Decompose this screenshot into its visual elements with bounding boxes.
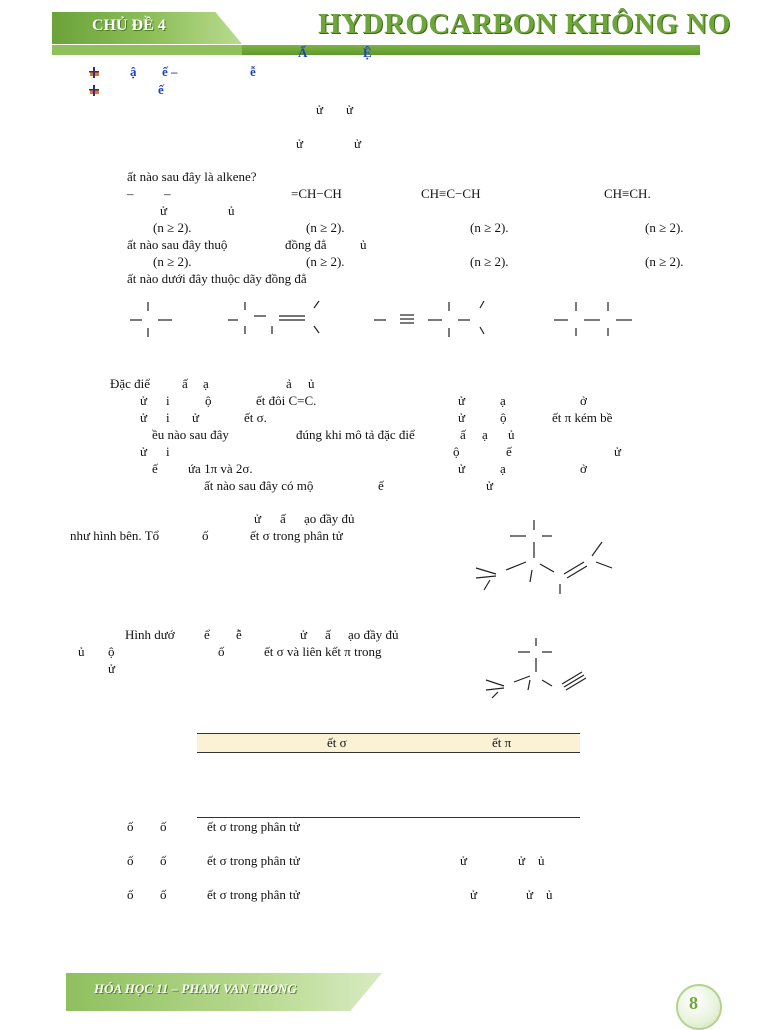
text-fragment: ạo đầy đủ bbox=[304, 511, 355, 526]
option-fragment: ết σ. bbox=[244, 410, 267, 425]
text-fragment: ố bbox=[160, 853, 167, 868]
text-fragment: Hình dướ bbox=[125, 627, 175, 642]
molecule-structure-q5 bbox=[472, 518, 616, 598]
question-stem: Đặc điể bbox=[110, 376, 151, 391]
table-header-cell: ết π bbox=[492, 735, 512, 750]
footer-text: HÓA HỌC 11 – PHAM VAN TRONG bbox=[94, 981, 297, 996]
option-fragment: ộ bbox=[205, 393, 212, 408]
question-stem: ả bbox=[286, 376, 292, 391]
text-fragment: ễ bbox=[236, 627, 242, 642]
option-fragment: (n ≥ 2). bbox=[306, 254, 345, 269]
option-fragment: i bbox=[166, 410, 170, 425]
text-fragment: ết σ và liên kết π trong bbox=[264, 644, 382, 659]
question-stem: ất nào sau đây là alkene? bbox=[127, 169, 257, 184]
question-stem: ủ bbox=[508, 427, 515, 442]
text-fragment: ử bbox=[160, 203, 168, 218]
option-fragment: ạ bbox=[500, 461, 506, 476]
page-badge bbox=[676, 984, 722, 1030]
question-stem: ủ bbox=[308, 376, 315, 391]
bullet-text: ế – bbox=[162, 64, 178, 79]
text-fragment: như hình bên. Tổ bbox=[70, 528, 160, 543]
subtitle-fragment: Ấ bbox=[298, 45, 308, 60]
option-fragment: ộ bbox=[500, 410, 507, 425]
bullet-text: ế bbox=[158, 82, 164, 97]
pushpin-icon bbox=[88, 84, 100, 96]
bullet-text: ậ bbox=[130, 64, 137, 79]
text-fragment: ử bbox=[460, 853, 468, 868]
text-fragment: ết σ trong phân tử bbox=[250, 528, 343, 543]
pushpin-icon bbox=[88, 66, 100, 78]
option-fragment: ử bbox=[140, 444, 148, 459]
text-fragment: ấ bbox=[280, 511, 286, 526]
question-stem: ất nào dưới đây thuộc dãy đồng đẳ bbox=[127, 271, 307, 286]
question-stem: đồng đẳ bbox=[285, 237, 327, 252]
option-fragment: ứa 1π và 2σ. bbox=[188, 461, 253, 476]
option-fragment: (n ≥ 2). bbox=[645, 254, 684, 269]
option-fragment: i bbox=[166, 444, 170, 459]
question-stem: ạ bbox=[203, 376, 209, 391]
text-fragment: ử bbox=[108, 661, 116, 676]
text-fragment: ủ bbox=[78, 644, 85, 659]
text-fragment: ố bbox=[160, 887, 167, 902]
molecule-structure-q6 bbox=[484, 636, 588, 698]
text-fragment: ết σ trong phân tử bbox=[207, 819, 300, 834]
text-fragment: ết σ trong phân tử bbox=[207, 853, 300, 868]
question-stem: ấ bbox=[460, 427, 466, 442]
option-fragment: ạ bbox=[500, 393, 506, 408]
option-fragment: ở bbox=[580, 461, 587, 476]
text-fragment: ể bbox=[204, 627, 210, 642]
option-fragment: (n ≥ 2). bbox=[470, 220, 509, 235]
text-fragment: ủ bbox=[546, 887, 553, 902]
text-fragment: ử bbox=[316, 102, 324, 117]
text-fragment: ấ bbox=[325, 627, 331, 642]
option-fragment: ộ bbox=[453, 444, 460, 459]
question-stem: ất nào sau đây có mộ bbox=[204, 478, 314, 493]
option-fragment: ở bbox=[580, 393, 587, 408]
text-fragment: ử bbox=[518, 853, 526, 868]
option-fragment: CH≡C−CH bbox=[421, 186, 481, 201]
option-fragment: (n ≥ 2). bbox=[153, 220, 192, 235]
option-fragment: CH≡CH. bbox=[604, 186, 651, 201]
text-fragment: ử bbox=[346, 102, 354, 117]
table-bottom-rule bbox=[197, 817, 580, 818]
table-header-cell: ết σ bbox=[327, 735, 347, 750]
bullet-text: ễ bbox=[250, 64, 256, 79]
option-fragment: – bbox=[164, 186, 171, 201]
page-title: HYDROCARBON KHÔNG NO bbox=[318, 8, 731, 40]
text-fragment: ử bbox=[254, 511, 262, 526]
option-fragment: (n ≥ 2). bbox=[470, 254, 509, 269]
question-stem: ế bbox=[378, 478, 384, 493]
page-number: 8 bbox=[689, 993, 698, 1013]
question-stem: đúng khi mô tả đặc điể bbox=[296, 427, 415, 442]
text-fragment: ố bbox=[127, 819, 134, 834]
question-stem: ạ bbox=[482, 427, 488, 442]
text-fragment: ố bbox=[202, 528, 209, 543]
question-stem: ất nào sau đây thuộ bbox=[127, 237, 228, 252]
option-fragment: i bbox=[166, 393, 170, 408]
option-fragment: ử bbox=[192, 410, 200, 425]
chapter-label: CHỦ ĐỀ 4 bbox=[92, 17, 166, 34]
text-fragment: ạo đầy đủ bbox=[348, 627, 399, 642]
option-fragment: (n ≥ 2). bbox=[645, 220, 684, 235]
option-fragment: ử bbox=[458, 461, 466, 476]
structure-option-c bbox=[372, 300, 492, 338]
text-fragment: ộ bbox=[108, 644, 115, 659]
option-fragment: ử bbox=[140, 410, 148, 425]
question-stem: ử bbox=[486, 478, 494, 493]
text-fragment: ử bbox=[296, 136, 304, 151]
option-fragment: ử bbox=[458, 393, 466, 408]
option-fragment: – bbox=[127, 186, 134, 201]
option-fragment: ết π kém bề bbox=[552, 410, 613, 425]
option-fragment: (n ≥ 2). bbox=[306, 220, 345, 235]
option-fragment: ế bbox=[506, 444, 512, 459]
option-fragment: ết đôi C=C. bbox=[256, 393, 317, 408]
subtitle-fragment: Ệ bbox=[363, 45, 372, 60]
option-fragment: ế bbox=[152, 461, 158, 476]
text-fragment: ử bbox=[354, 136, 362, 151]
structure-option-a bbox=[128, 300, 178, 338]
text-fragment: ố bbox=[218, 644, 225, 659]
text-fragment: ử bbox=[470, 887, 478, 902]
text-fragment: ủ bbox=[228, 203, 235, 218]
question-stem: ều nào sau đây bbox=[152, 427, 229, 442]
text-fragment: ử bbox=[300, 627, 308, 642]
option-fragment: ử bbox=[458, 410, 466, 425]
structure-option-d bbox=[552, 300, 636, 338]
option-fragment: ử bbox=[140, 393, 148, 408]
option-fragment: ử bbox=[614, 444, 622, 459]
text-fragment: ử bbox=[526, 887, 534, 902]
option-fragment: (n ≥ 2). bbox=[153, 254, 192, 269]
question-stem: ủ bbox=[360, 237, 367, 252]
option-fragment: =CH−CH bbox=[291, 186, 342, 201]
text-fragment: ủ bbox=[538, 853, 545, 868]
text-fragment: ố bbox=[160, 819, 167, 834]
text-fragment: ết σ trong phân tử bbox=[207, 887, 300, 902]
table-header-row bbox=[197, 733, 580, 753]
structure-option-b bbox=[226, 300, 326, 338]
text-fragment: ố bbox=[127, 887, 134, 902]
text-fragment: ố bbox=[127, 853, 134, 868]
header-rule-left bbox=[52, 45, 242, 55]
question-stem: ấ bbox=[182, 376, 188, 391]
